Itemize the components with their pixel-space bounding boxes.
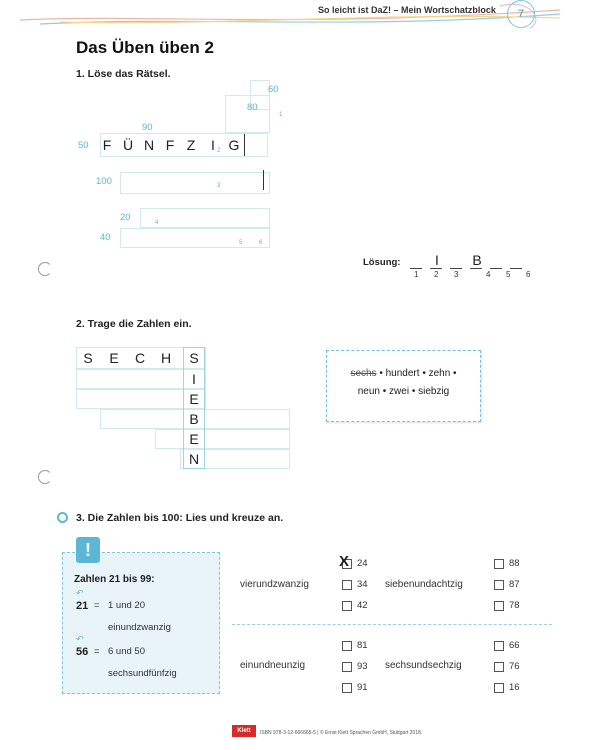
option-number: 78 — [509, 600, 520, 611]
solution-index: 4 — [486, 270, 491, 279]
solution-index: 2 — [434, 270, 439, 279]
word-crossed: sechs — [350, 368, 377, 379]
crossword-row — [155, 429, 290, 449]
example-word: sechsundfünfzig — [108, 668, 177, 679]
option-number: 87 — [509, 579, 520, 590]
letter: Ü — [122, 137, 134, 153]
punch-hole — [38, 262, 52, 276]
checkbox[interactable] — [342, 683, 352, 693]
footer-text: ISBN 978-3-12-666665-5 | © Ernst Klett Sprachen GmbH, Stuttgart 2018. — [260, 730, 423, 736]
checkbox[interactable] — [342, 641, 352, 651]
option-number: 34 — [357, 579, 368, 590]
index-mark: 1 — [279, 112, 283, 118]
letter: N — [188, 451, 200, 467]
example-number: 56 — [76, 646, 89, 658]
clue-90: 90 — [142, 122, 153, 133]
option-number: 93 — [357, 661, 368, 672]
index-mark: 2 — [217, 148, 221, 154]
clue-60: 60 — [268, 84, 279, 95]
number-word: vierundzwanzig — [240, 579, 309, 590]
solution-blank[interactable] — [490, 252, 502, 269]
checkbox[interactable] — [494, 580, 504, 590]
letter: E — [189, 391, 199, 407]
solution-index: 1 — [414, 270, 419, 279]
punch-hole — [38, 470, 52, 484]
publisher-logo: Klett — [232, 725, 256, 737]
letter: S — [189, 350, 199, 366]
option-number: 88 — [509, 558, 520, 569]
option-number: 24 — [357, 558, 368, 569]
header-title: So leicht ist DaZ! – Mein Wortschatzblock — [318, 5, 496, 15]
option-number: 16 — [509, 682, 520, 693]
page-title: Das Üben üben 2 — [76, 38, 214, 57]
info-title: Zahlen 21 bis 99: — [74, 574, 155, 585]
checkbox[interactable] — [494, 683, 504, 693]
crossword-row — [140, 208, 270, 228]
checkbox[interactable] — [342, 662, 352, 672]
star-icon — [57, 512, 68, 523]
task3-heading: 3. Die Zahlen bis 100: Lies und kreuze an. — [76, 512, 284, 524]
info-badge: ! — [76, 537, 100, 563]
letter: H — [160, 350, 172, 366]
checkbox[interactable] — [342, 601, 352, 611]
example-parts: 6 und 50 — [108, 646, 145, 657]
option-number: 81 — [357, 640, 368, 651]
letter: G — [228, 137, 240, 153]
clue-100: 100 — [96, 176, 112, 187]
example-word: einundzwanzig — [108, 622, 171, 633]
option-number: 76 — [509, 661, 520, 672]
equals-sign: = — [94, 600, 100, 611]
example-number: 21 — [76, 600, 89, 612]
arrow-icon: ↶ — [76, 634, 84, 644]
task2-heading: 2. Trage die Zahlen ein. — [76, 318, 192, 330]
solution-blank[interactable]: B — [470, 252, 482, 269]
index-mark: 4 — [155, 220, 159, 226]
page-number: 7 — [507, 0, 535, 28]
number-word: einundneunzig — [240, 660, 306, 671]
checkbox[interactable] — [494, 662, 504, 672]
check-mark: X — [339, 553, 350, 570]
solution-label: Lösung: — [363, 257, 401, 268]
letter: E — [189, 431, 199, 447]
letter: N — [143, 137, 155, 153]
crossword-row — [120, 228, 270, 248]
checkbox[interactable] — [494, 601, 504, 611]
cursor-line — [263, 170, 264, 190]
arrow-icon: ↶ — [76, 588, 84, 598]
word-bank-rest: • hundert • zehn • — [379, 368, 457, 379]
letter: C — [134, 350, 146, 366]
dashed-separator — [232, 624, 552, 625]
word-bank-line2: neun • zwei • siebzig — [357, 386, 450, 397]
letter: F — [102, 137, 112, 153]
cursor-line — [244, 134, 245, 156]
option-number: 42 — [357, 600, 368, 611]
letter: B — [189, 411, 199, 427]
option-number: 66 — [509, 640, 520, 651]
letter: F — [165, 137, 175, 153]
letter: I — [192, 371, 196, 387]
clue-80: 80 — [247, 102, 258, 113]
index-mark: 5 — [239, 240, 243, 246]
example-parts: 1 und 20 — [108, 600, 145, 611]
index-mark: 3 — [217, 183, 221, 189]
checkbox[interactable] — [494, 641, 504, 651]
word-bank-line1 — [327, 365, 480, 383]
solution-blank[interactable] — [450, 252, 462, 269]
index-mark: 6 — [259, 240, 263, 246]
solution-index: 5 — [506, 270, 511, 279]
letter: Z — [186, 137, 196, 153]
clue-50: 50 — [78, 140, 89, 151]
crossword-row — [120, 172, 270, 194]
solution-blank[interactable] — [410, 252, 422, 269]
number-word: sechsundsechzig — [385, 660, 462, 671]
solution-index: 3 — [454, 270, 459, 279]
word-bank — [326, 350, 481, 422]
solution-index: 6 — [526, 270, 531, 279]
checkbox[interactable] — [494, 559, 504, 569]
equals-sign: = — [94, 646, 100, 657]
clue-40: 40 — [100, 232, 111, 243]
solution-blank[interactable] — [510, 252, 522, 269]
letter: E — [109, 350, 119, 366]
letter: S — [83, 350, 93, 366]
checkbox[interactable] — [342, 580, 352, 590]
option-number: 91 — [357, 682, 368, 693]
number-word: siebenundachtzig — [385, 579, 463, 590]
letter: I — [211, 137, 215, 153]
task1-heading: 1. Löse das Rätsel. — [76, 68, 171, 80]
clue-20: 20 — [120, 212, 131, 223]
solution-blank[interactable]: I — [430, 252, 442, 269]
